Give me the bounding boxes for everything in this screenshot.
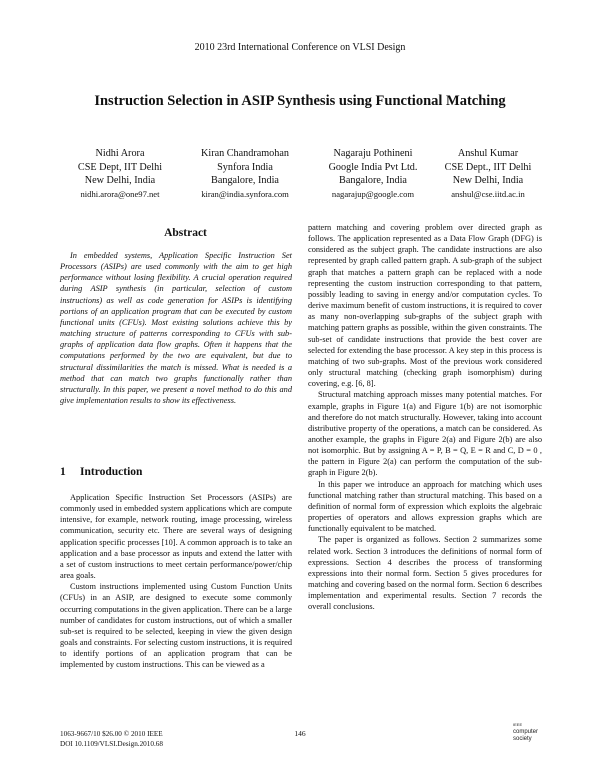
- body-paragraph: Custom instructions implemented using Custom Function Units (CFUs) in an ASIP, are designed to execute some commonly occurring computations in the given application. There can be a large number of candidates for custom instructions, out of which a smaller sub-set is required to be selected, keeping in view the given design goals and constraints. For selecting custom instructions, it is required to identify portions of an application program that can be implemented by custom instructions. This can be viewed as a: [60, 582, 292, 670]
- computer-society-logo-icon: [505, 722, 545, 752]
- body-paragraph: pattern matching and covering problem over directed graph as follows. The application represented as a Data Flow Graph (DFG) is considered as the subject graph. The candidate instructions are also represented by graph called pattern graph. A sub-graph of the subject graph that matches a pattern graph can be replaced with a node representing the custom instruction corresponding to that pattern, possibly leading to saving in energy and/or computation cycles. To derive maximum benefit of custom instructions, it is required to cover as many non-overlapping sub-graphs of the subject graph with matching pattern graphs as possible, within the given constraints. The sub-set of candidate instructions that provide the best cover are selected for extending the base processor. A key step in this process is matching of two sub-graphs. Most of the previous work considered only structural matching (checking graph isomorphism) during covering, e.g. [6, 8].: [308, 223, 542, 389]
- footer-issn: 1063-9667/10 $26.00 © 2010 IEEE: [60, 730, 163, 738]
- page-number: 146: [294, 729, 306, 738]
- logo-mark: IEEE: [513, 722, 523, 727]
- author-block: [180, 147, 310, 201]
- body-paragraph: The paper is organized as follows. Section 2 summarizes some related work. Section 3 introduces the definitions of normal form of expressions. Section 4 describes the process of transforming expressions into their normal form. Section 5 gives procedures for matching and covering based on the normal form. Section 6 describes implementation and experimental results. Section 7 records the overall conclusions.: [308, 535, 542, 612]
- body-paragraph: In this paper we introduce an approach for matching which uses functional matching rather than structural matching. This based on a definition of normal form of expression which exploits the algebraic properties of operators and allows expression graphs which are functionally equivalent to be matched.: [308, 479, 542, 534]
- section-number: 1: [60, 466, 66, 478]
- left-column-text: [60, 492, 292, 671]
- author-block: [423, 147, 553, 201]
- author-name: Anshul Kumar: [457, 148, 519, 159]
- section-heading: [60, 466, 142, 478]
- logo-line: society: [513, 735, 532, 742]
- section-title: Introduction: [80, 466, 143, 478]
- author-affiliation: Google India Pvt Ltd.: [328, 161, 418, 173]
- author-affiliation: CSE Dept, IIT Delhi: [77, 161, 163, 173]
- conference-name: 2010 23rd International Conference on VLSI Design: [194, 42, 406, 53]
- author-block: [55, 147, 185, 201]
- logo-line: computer: [513, 729, 539, 735]
- author-block: [308, 147, 438, 201]
- author-location: Bangalore, India: [339, 175, 407, 186]
- author-name: Nidhi Arora: [95, 148, 145, 159]
- author-affiliation: Synfora India: [217, 161, 273, 173]
- body-paragraph: Application Specific Instruction Set Processors (ASIPs) are commonly used in embedded system applications which are compute intensive, for example, network routing, image processing, wireless communication, security etc. There are several ways of designing application specific processes [10]. A common approach is to take an application and a base processor as inputs and extend the latter with a set of custom instructions to meet certain performance/power/chip area goals.: [60, 493, 292, 581]
- author-location: New Delhi, India: [84, 175, 156, 186]
- right-column-text: [308, 222, 542, 612]
- author-email: anshul@cse.iitd.ac.in: [451, 188, 525, 199]
- footer-doi: DOI 10.1109/VLSI.Design.2010.68: [60, 740, 163, 748]
- author-email: kiran@india.synfora.com: [201, 188, 289, 199]
- author-location: Bangalore, India: [211, 175, 279, 186]
- author-email: nagarajup@google.com: [331, 188, 415, 199]
- abstract-text: [60, 250, 292, 406]
- author-location: New Delhi, India: [452, 175, 524, 186]
- paper-title: Instruction Selection in ASIP Synthesis using Functional Matching: [94, 93, 506, 109]
- abstract-paragraph: In embedded systems, Application Specific Instruction Set Processors (ASIPs) are used commonly with the aim to get high performance without losing flexibility. A crucial operation required during ASIP synthesis (in particular, selection of custom instructions) as well as code generation for ASIPs is identifying portions of an application program that can be executed by custom functional units (CFUs). Most existing solutions achieve this by matching structure of patterns corresponding to CFUs with sub-graphs of application data flow graphs. Often it happens that the computations performed by the two are equivalent, but due to structural dissimilarities the match is missed. What is needed is a method that can match two graphs functionally rather than structurally. In this paper, we present a novel method to do this and give implementation results to show its effectiveness.: [60, 251, 292, 406]
- author-email: nidhi.arora@one97.net: [80, 188, 160, 199]
- author-name: Nagaraju Pothineni: [333, 148, 413, 159]
- author-affiliation: CSE Dept., IIT Delhi: [444, 161, 532, 173]
- abstract-heading: Abstract: [164, 227, 207, 239]
- body-paragraph: Structural matching approach misses many potential matches. For example, graphs in Figure 1(a) and Figure 1(b) are not isomorphic and therefore do not match structurally. However, taking into account distributive property of the operations, a match can be considered. As another example, the graphs in Figure 2(a) and Figure 2(b) are also not isomorphic. But by assigning A = P, B = Q, E = R and C, D = 0 , the pattern in Figure 2(a) can perform the computation of the sub-graph in Figure 2(b).: [308, 390, 542, 478]
- author-name: Kiran Chandramohan: [201, 148, 289, 159]
